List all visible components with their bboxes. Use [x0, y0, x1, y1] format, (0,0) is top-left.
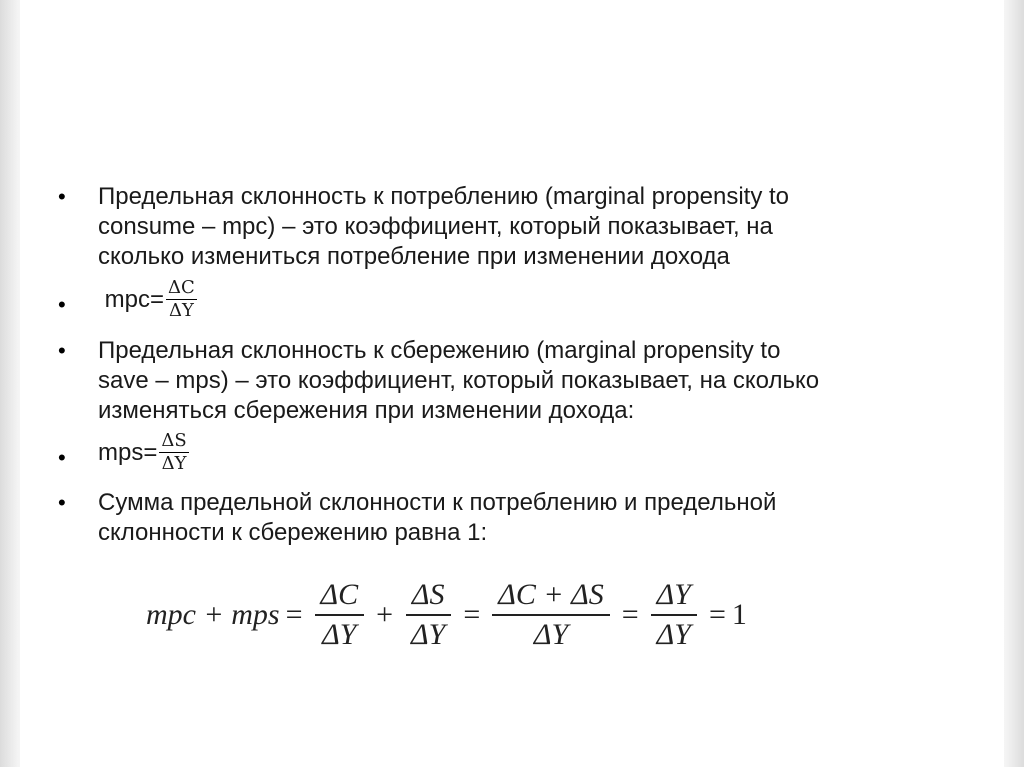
bullet-text — [98, 182, 968, 272]
fraction-numerator: ΔS — [406, 578, 451, 616]
bullet-text — [98, 336, 968, 426]
text-line: consume – mpc) – это коэффициент, который показывает, на — [98, 213, 773, 240]
plus-sign: + — [376, 598, 394, 631]
bullet-marker: • — [58, 338, 66, 363]
bullet-text — [98, 488, 968, 548]
text-line: Предельная склонность к потреблению (marginal propensity to — [98, 183, 790, 210]
equals-sign: = — [463, 598, 481, 631]
equals-sign: = — [621, 598, 639, 631]
mps-formula — [98, 431, 189, 474]
text-line: Сумма предельной склонности к потреблению и предельной — [98, 489, 777, 516]
fraction-denominator: ΔY — [161, 453, 187, 474]
equals-sign: = — [285, 598, 303, 631]
text-line: сколько измениться потребление при изменении дохода — [98, 243, 730, 270]
bullet-marker: • — [58, 184, 66, 209]
bullet-marker: • — [58, 490, 66, 515]
mpc-label: mpc= — [98, 285, 165, 313]
bullet-marker: • — [58, 445, 66, 470]
sum-equation — [146, 578, 747, 652]
fraction-numerator: ΔC + ΔS — [492, 578, 609, 616]
text-line: изменяться сбережения при изменении дохода: — [98, 397, 635, 424]
equals-sign: = — [708, 598, 726, 631]
text-line: склонности к сбережению равна 1: — [98, 519, 488, 546]
fraction-numerator: ΔC — [168, 277, 195, 298]
fraction-ds-dy — [405, 578, 451, 652]
text-line: save – mps) – это коэффициент, который показывает, на сколько — [98, 367, 820, 394]
equation-lhs: mpc + mps — [146, 598, 280, 631]
fraction-numerator: ΔS — [161, 430, 187, 451]
fraction-numerator: ΔC — [315, 578, 365, 616]
bullet-marker: • — [58, 292, 66, 317]
fraction-denominator: ΔY — [168, 300, 194, 321]
text-line: Предельная склонность к сбережению (marginal propensity to — [98, 337, 781, 364]
fraction-dc-plus-ds-dy — [492, 578, 609, 652]
fraction-denominator: ΔY — [533, 618, 569, 651]
mpc-formula — [98, 278, 197, 321]
fraction-dy-dy — [651, 578, 697, 652]
fraction-numerator: ΔY — [651, 578, 697, 616]
equation-rhs: 1 — [731, 598, 747, 631]
mps-label: mps= — [98, 438, 158, 466]
mps-fraction — [159, 431, 188, 474]
fraction-denominator: ΔY — [411, 618, 446, 651]
fraction-denominator: ΔY — [656, 618, 691, 651]
mpc-fraction — [166, 278, 197, 321]
fraction-dc-dy — [315, 578, 365, 652]
fraction-denominator: ΔY — [322, 618, 357, 651]
